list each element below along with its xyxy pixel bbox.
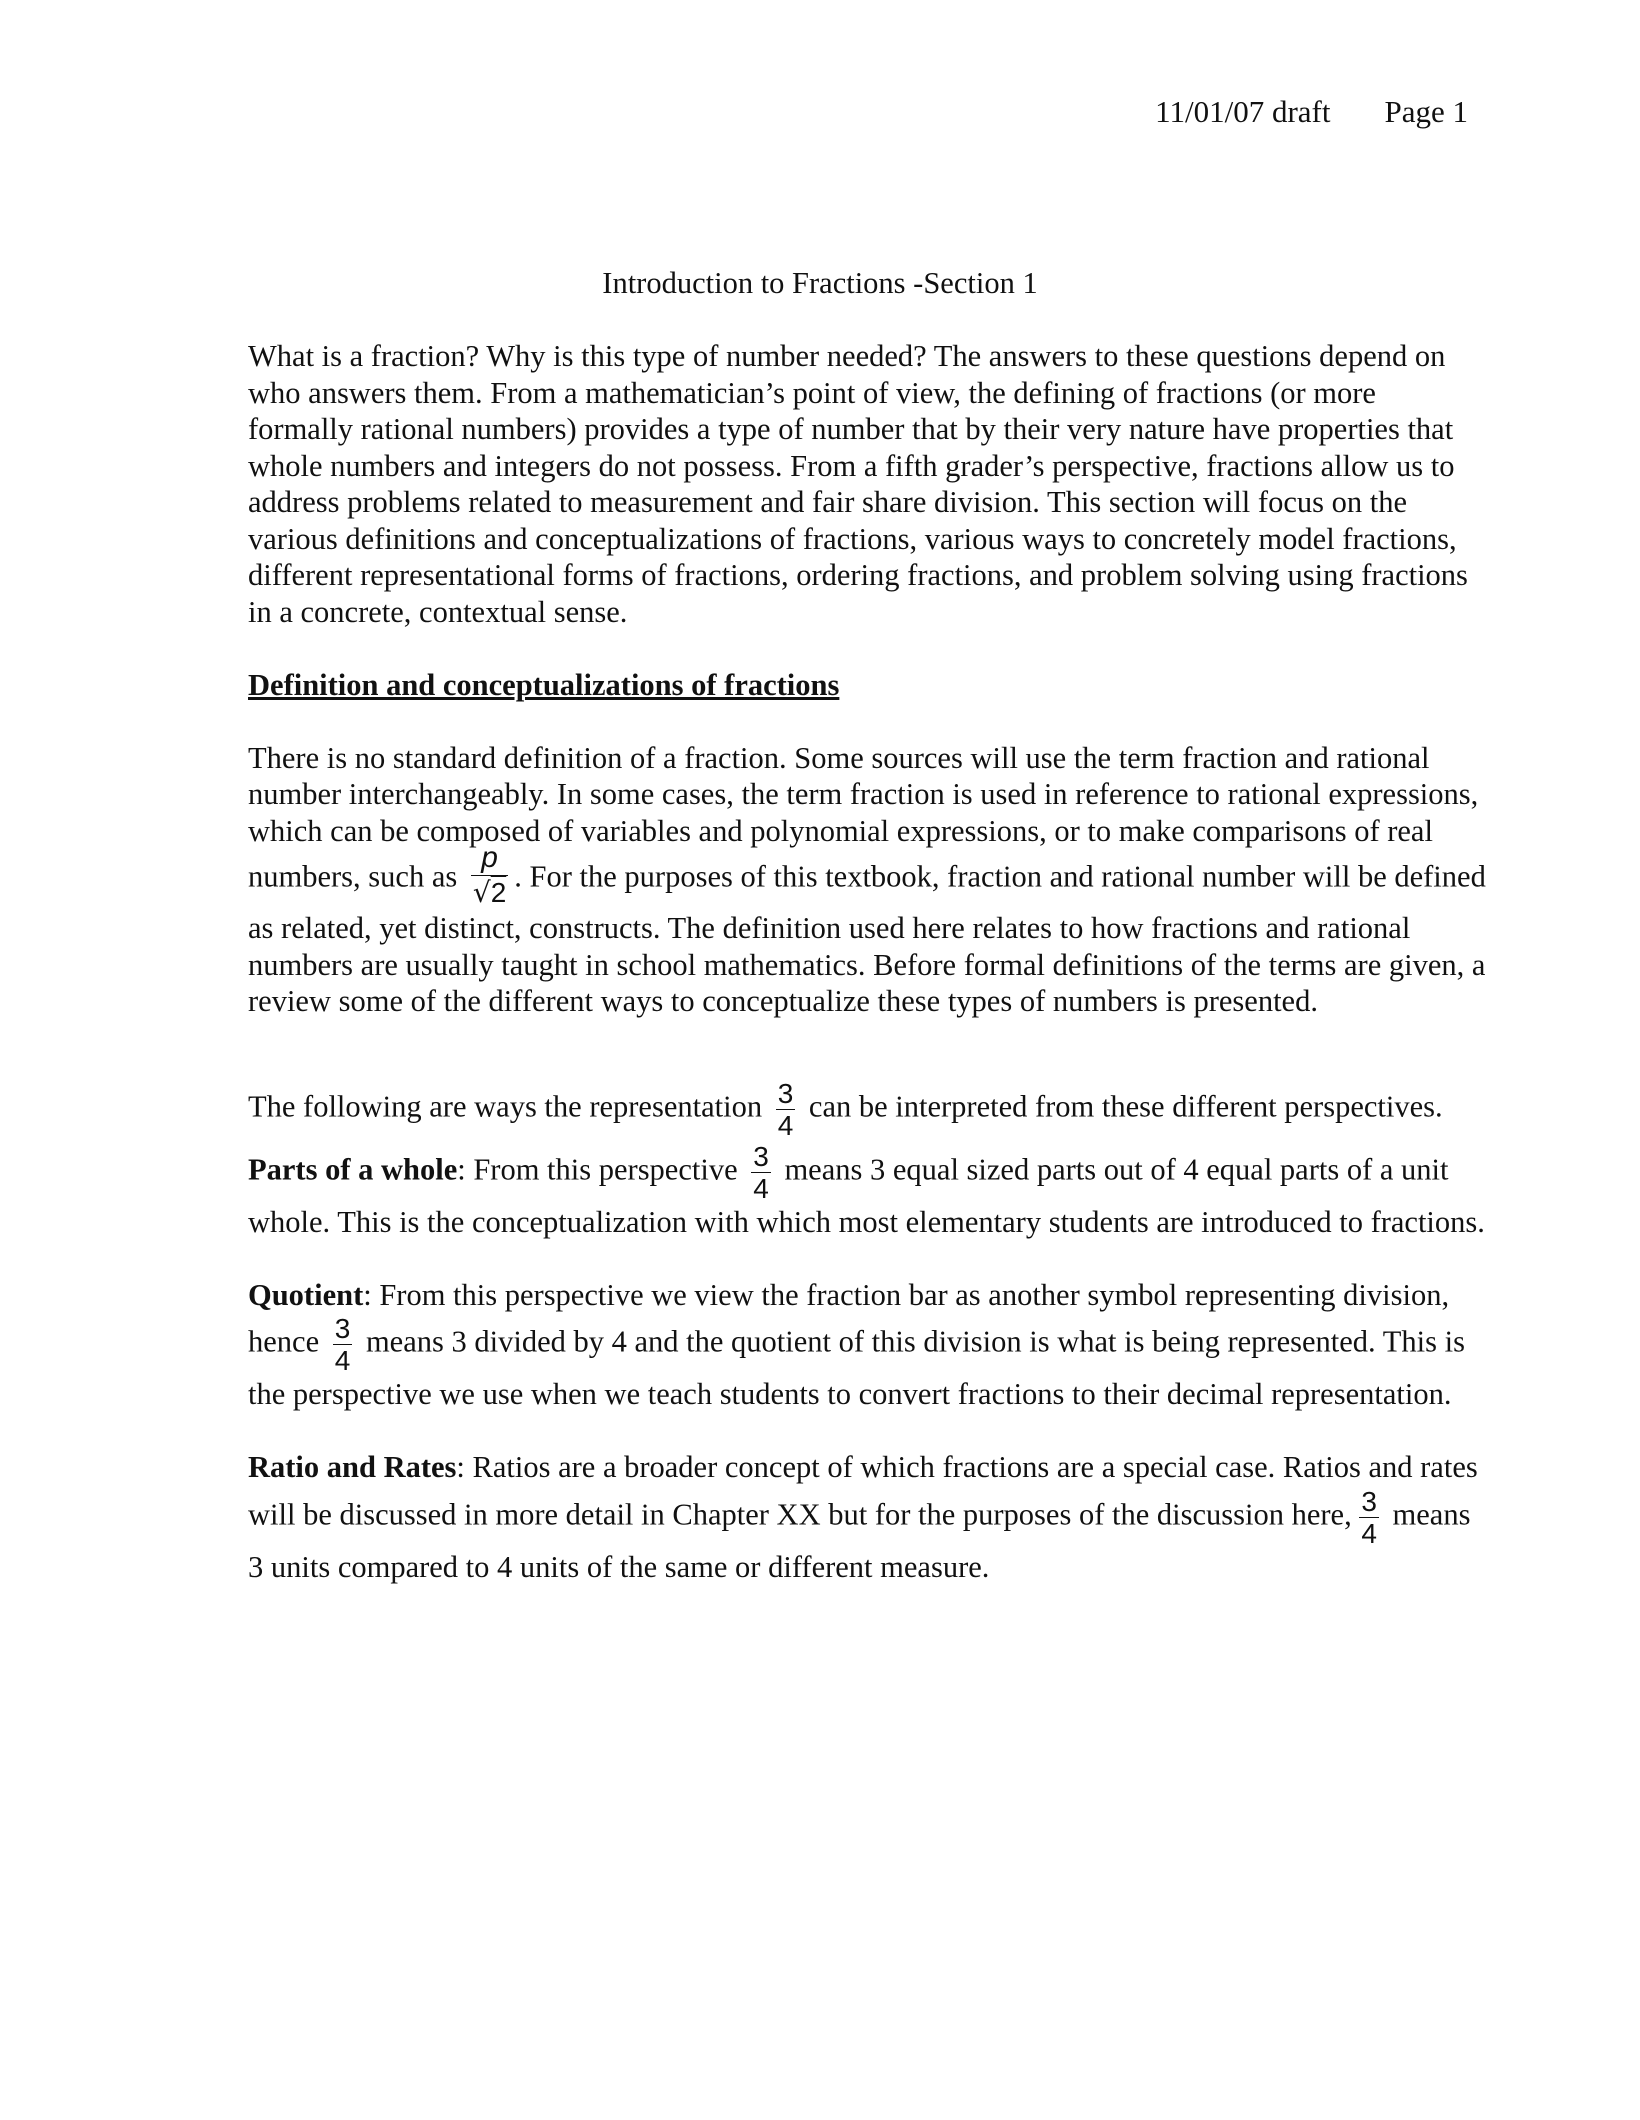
parts-of-whole-paragraph	[248, 1141, 1488, 1241]
sqrt-radicand: 2	[490, 877, 507, 908]
fraction-3-over-4	[776, 1078, 796, 1141]
quotient-term: Quotient	[248, 1277, 364, 1312]
quotient-paragraph	[248, 1277, 1488, 1413]
ratio-rates-text-after: means 3 units compared to 4 units of the same or different measure.	[248, 1497, 1471, 1584]
fraction-denominator	[471, 876, 508, 910]
intro-paragraph: What is a fraction? Why is this type of number needed? The answers to these questions depend on who answers them. From a mathematician’s point of view, the defining of fractions (or more formally rational numbers) provides a type of number that by their very nature have properties that whole numbers and integers do not possess. From a fifth grader’s perspective, fractions allow us to address problems related to measurement and fair share division. This section will focus on the various definitions and conceptualizations of fractions, various ways to concretely model fractions, different representational forms of fractions, ordering fractions, and problem solving using fractions in a concrete, contextual sense.	[248, 339, 1468, 629]
definition-text-before: There is no standard definition of a fraction. Some sources will use the term fraction and rational number interchangeably. In some cases, the term fraction is used in reference to rational expressions, which can be composed of variables and polynomial expressions, or to make comparisons of real numbers, such as	[248, 740, 1479, 894]
ratio-rates-text-before: : Ratios are a broader concept of which fractions are a special case. Ratios and rates will be discussed in more detail in Chapter XX but for the purposes of the discussion here,	[248, 1450, 1478, 1531]
ratio-rates-paragraph	[248, 1449, 1488, 1585]
fraction-3-over-4	[333, 1313, 353, 1376]
fraction-numerator: 3	[334, 1313, 351, 1344]
parts-of-whole-text-after: means 3 equal sized parts out of 4 equal parts of a unit whole. This is the conceptualization with which most elementary students are introduced to fractions.	[248, 1152, 1485, 1239]
page-number: Page 1	[1384, 94, 1468, 129]
fraction-numerator: p	[471, 841, 508, 876]
fraction-denominator: 4	[753, 1172, 769, 1204]
document-title: Introduction to Fractions -Section 1	[602, 266, 1038, 300]
fraction-numerator: 3	[777, 1077, 794, 1109]
page-header	[1155, 94, 1468, 130]
quotient-text-before: : From this perspective we view the fraction bar as another symbol representing division, hence	[248, 1277, 1450, 1359]
definition-text-after: . For the purposes of this textbook, fraction and rational number will be defined as related, yet distinct, constructs. The definition used here relates to how fractions and rational numbers are usually taught in school mathematics. Before formal definitions of the terms are given, a review some of the different ways to conceptualize these types of numbers is presented.	[248, 859, 1486, 1018]
fraction-denominator: 4	[777, 1109, 794, 1141]
section-heading-text: Definition and conceptualizations of fractions	[248, 667, 840, 702]
following-paragraph	[248, 1078, 1488, 1141]
sqrt-symbol: √	[472, 876, 491, 909]
fraction-3-over-4	[751, 1141, 771, 1204]
fraction-denominator: 4	[334, 1345, 351, 1376]
fraction-3-over-4	[1359, 1486, 1379, 1549]
document-body	[248, 338, 1488, 1585]
draft-date: 11/01/07 draft	[1155, 94, 1331, 129]
parts-of-whole-term: Parts of a whole	[248, 1152, 458, 1186]
following-text-before: The following are ways the representation	[248, 1089, 763, 1123]
fraction-numerator: 3	[753, 1140, 769, 1172]
quotient-text-after: means 3 divided by 4 and the quotient of this division is what is being represented. This is the perspective we use when we teach students to convert fractions to their decimal representation.	[248, 1324, 1465, 1411]
section-heading	[248, 667, 1488, 704]
fraction-denominator: 4	[1361, 1517, 1377, 1549]
following-text-after: can be interpreted from these different perspectives.	[808, 1089, 1443, 1123]
ratio-rates-term: Ratio and Rates	[248, 1450, 457, 1484]
parts-of-whole-text-before: : From this perspective	[457, 1152, 738, 1186]
fraction-p-over-sqrt2	[471, 841, 508, 910]
fraction-numerator: 3	[1361, 1485, 1377, 1517]
definition-paragraph	[248, 740, 1488, 1020]
